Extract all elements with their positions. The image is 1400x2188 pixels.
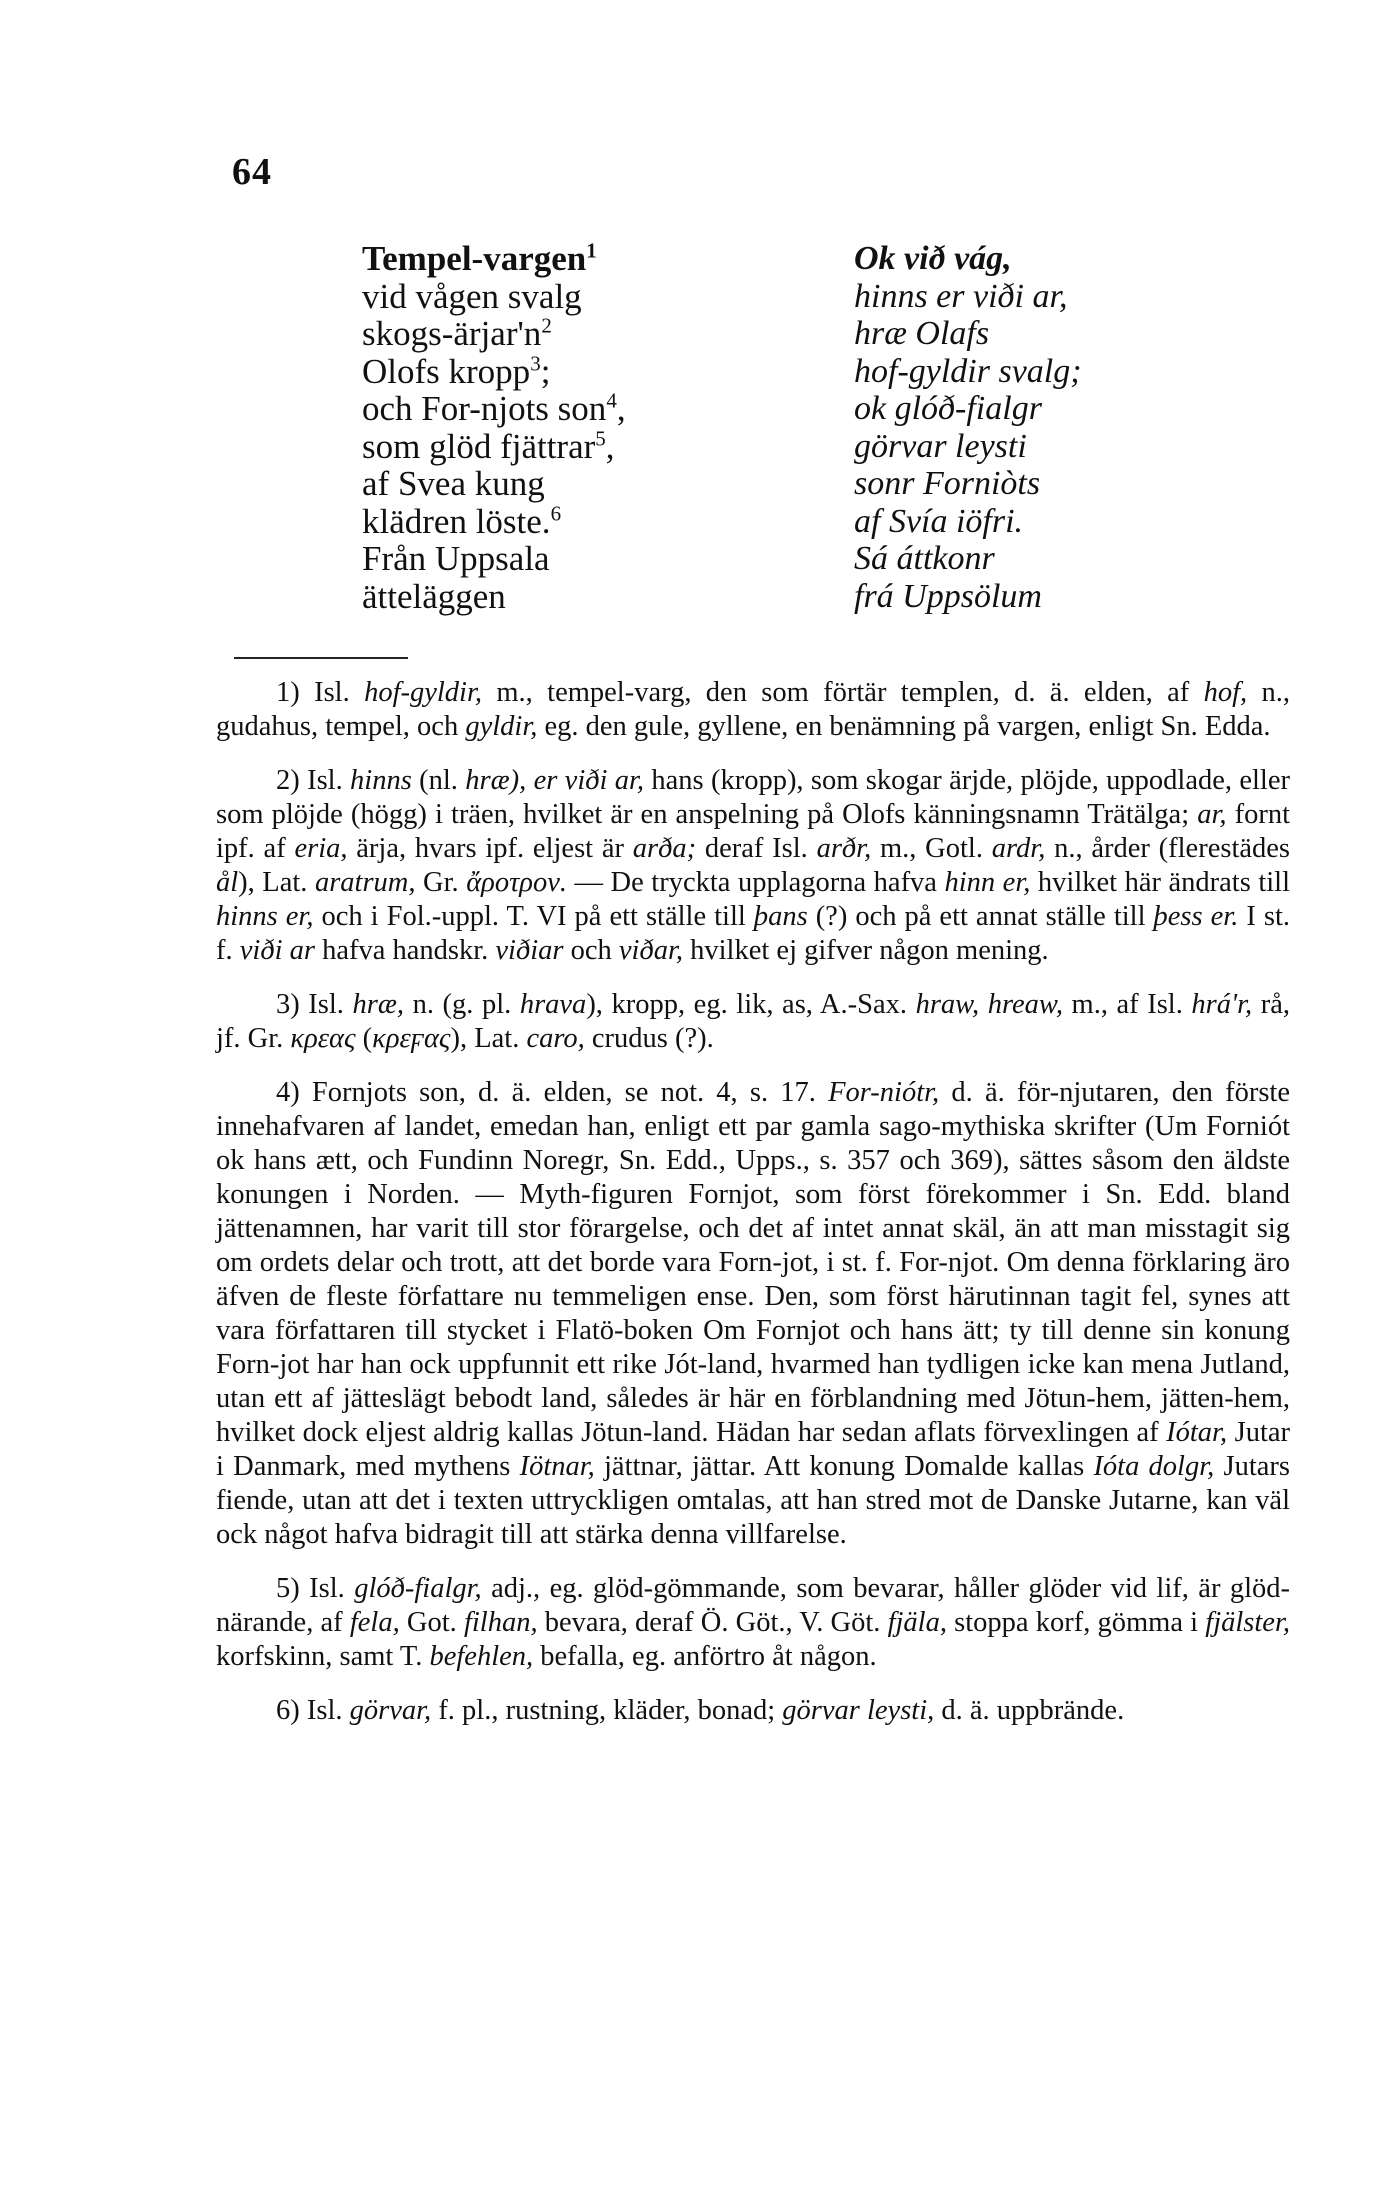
poem-old-norse (854, 240, 1274, 615)
footnote-4: 4) Fornjots son, d. ä. elden, se not. 4, s. 17. For-niótr, d. ä. för-njutaren, den förste innehafvaren af landet, emedan han, enligt ett par gamla sago-mythiska skrifter (Um Forniót ok hans ætt, och Fundinn Noregr, Sn. Edd., Upps., s. 357 och 369), sättes såsom den äldste konungen i Norden. — Myth-figuren Fornjot, som först förekommer i Sn. Edd. bland jättenamnen, har varit till stor förargelse, och det af intet annat skäl, än att man misstagit sig om ordets delar och trott, att det borde vara Forn-jot, i st. f. For-njot. Om denna förklaring äro äfven de fleste författare nu temmeligen ense. Den, som först härutinnan tagit fel, synes att vara författaren till stycket i Flatö-boken Om Fornjot och hans ätt; ty till denne sin konung Forn-jot har han ock uppfunnit ett rike Jót-land, hvarmed han tydligen icke kan mena Jutland, utan ett af jätteslägt bebodt land, således är här en förblandning med Jötun-hem, jätten-hem, hvilket dock eljest aldrig kallas Jötun-land. Hädan har sedan aflats förvexlingen af Iótar, Jutar i Danmark, med mythens Iötnar, jättnar, jättar. Att konung Domalde kallas Ióta dolgr, Jutars fiende, utan att det i texten uttryckligen omtalas, att han stred mot de Danske Jutarne, kan väl ock något hafva bidragit till att stärka denna villfarelse. (216, 1077, 1291, 1550)
footnote-2: 2) Isl. hinns (nl. hræ), er viði ar, hans (kropp), som skogar ärjde, plöjde, uppodlade, eller som plöjde (högg) i träen, hvilket är en anspelning på Olofs känningsnamn Trätälga; ar, fornt ipf. af eria, ärja, hvars ipf. eljest är arða; deraf Isl. arðr, m., Gotl. ardr, n., årder (flerestädes ål), Lat. aratrum, Gr. ἄροτρον. — De tryckta upplagorna hafva hinn er, hvilket här ändrats till hinns er, och i Fol.-uppl. T. VI på ett ställe till þans (?) och på ett annat ställe till þess er. I st. f. viði ar hafva handskr. viðiar och viðar, hvilket ej gifver någon mening. (216, 765, 1291, 966)
poem-swedish-line: Från Uppsala (362, 539, 550, 578)
poem-old-norse-line: ok glóð-fialgr (854, 390, 1042, 427)
footnotes (216, 676, 1290, 1748)
poem-old-norse-line: Ok við vág, (854, 240, 1012, 277)
poem-old-norse-line: sonr Forniòts (854, 465, 1041, 502)
footnote-3: 3) Isl. hræ, n. (g. pl. hrava), kropp, eg. lik, as, A.-Sax. hraw, hreaw, m., af Isl. hrá'r, rå, jf. Gr. κρεας (κρεϝας), Lat. caro, crudus (?). (216, 989, 1291, 1054)
footnote-marker: 3 (530, 350, 541, 375)
poem-swedish (362, 240, 782, 615)
poem-old-norse-line: hof-gyldir svalg; (854, 352, 1082, 390)
footnote-6: 6) Isl. görvar, f. pl., rustning, kläder, bonad; görvar leysti, d. ä. uppbrände. (276, 1695, 1125, 1726)
footnote-marker: 2 (541, 313, 552, 338)
poem-swedish-line: och For-njots son$^4$, (362, 388, 626, 428)
poem-old-norse-line: Sá áttkonr (854, 540, 995, 577)
footnote-1: 1) Isl. hof-gyldir, m., tempel-varg, den som förtär templen, d. ä. elden, af hof, n., gudahus, tempel, och gyldir, eg. den gule, gyllene, en benämning på vargen, enligt Sn. Edda. (216, 677, 1291, 742)
poem-old-norse-line: görvar leysti (854, 427, 1027, 465)
footnote-marker: 1 (586, 238, 597, 263)
poem-swedish-line: Olofs kropp$^3$; (362, 350, 551, 391)
footnote-rule (234, 657, 408, 659)
poem-old-norse-line: hinns er viði ar, (854, 277, 1068, 315)
poem-swedish-line: skogs-$ärjar'n^2$ (362, 313, 552, 353)
poem-swedish-line: ätteläggen (362, 576, 506, 616)
poem-old-norse-line: hræ Olafs (854, 315, 990, 352)
poem-old-norse-line: frá Uppsölum (854, 577, 1042, 615)
page-number: 64 (232, 151, 272, 193)
footnote-5: 5) Isl. glóð-fialgr, adj., eg. glöd-gömmande, som bevarar, håller glöder vid lif, är glöd-närande, af fela, Got. filhan, bevara, deraf Ö. Göt., V. Göt. fjäla, stoppa korf, gömma i fjälster, korfskinn, samt T. befehlen, befalla, eg. anförtro åt någon. (216, 1573, 1291, 1672)
footnote-marker: 5 (595, 425, 606, 450)
poem-swedish-line: klädren löste.$^6$ (362, 500, 562, 541)
poem-swedish-line: som glöd fjättrar$^5$, (362, 425, 615, 466)
footnote-marker: 4 (606, 388, 617, 413)
poem-swedish-line: vid vågen svalg (362, 276, 582, 316)
poem-swedish-line: af Svea kung (362, 464, 545, 503)
poem-swedish-line: Tempel-vargen$^1$ (362, 238, 597, 278)
footnote-marker: 6 (550, 500, 562, 525)
poem-old-norse-line: af Svía iöfri. (854, 502, 1024, 540)
